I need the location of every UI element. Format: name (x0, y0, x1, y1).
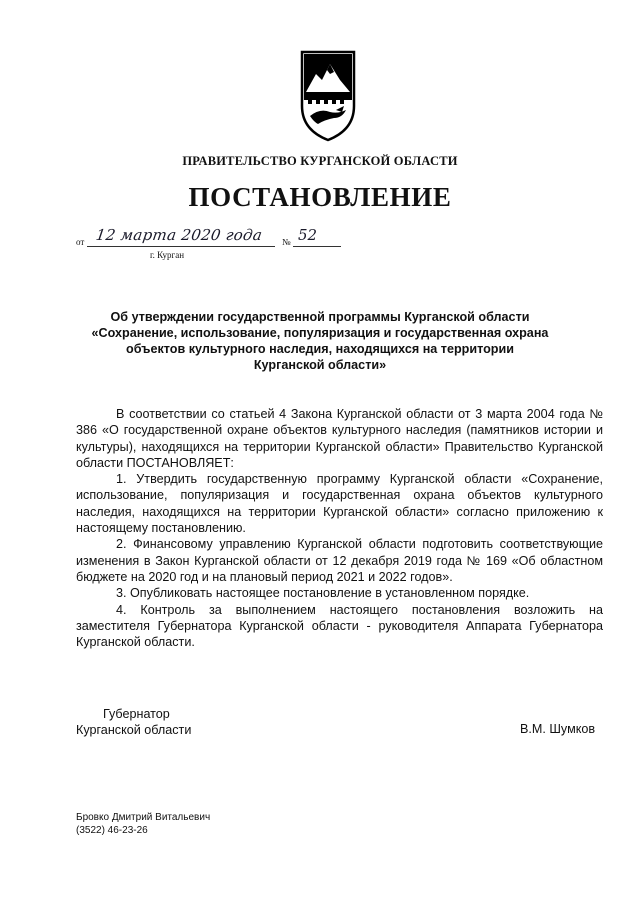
signatory-name: В.М. Шумков (520, 722, 596, 736)
signatory-title: Губернатор (103, 707, 170, 721)
date-underline (87, 246, 275, 247)
executor-phone: (3522) 46-23-26 (76, 825, 148, 836)
resolution-title (70, 309, 570, 373)
resolution-body (76, 406, 603, 650)
handwritten-date: 12 марта 2020 года (94, 226, 264, 244)
date-label: от (76, 237, 85, 247)
clause-1: 1. Утвердить государственную программу Курганской области «Сохранение, использование, популяризация и государственная охрана объектов культурного наследия, находящихся на территории Курганской области» согласно приложению к настоящему постановлению. (76, 472, 603, 536)
signatory-position (76, 706, 191, 739)
intro-paragraph: В соответствии со статьей 4 Закона Курганской области от 3 марта 2004 года № 386 «О государственной охране объектов культурного наследия (памятников истории и культуры), находящихся на территории Курганской области» Правительство Курганской области ПОСТАНОВЛЯЕТ: (76, 407, 603, 470)
executor-name: Бровко Дмитрий Витальевич (76, 812, 211, 823)
number-label: № (282, 237, 291, 247)
document-type-heading: ПОСТАНОВЛЕНИЕ (188, 182, 452, 212)
government-name: ПРАВИТЕЛЬСТВО КУРГАНСКОЙ ОБЛАСТИ (182, 154, 458, 168)
title-line: «Сохранение, использование, популяризация и государственная охрана (91, 326, 549, 340)
document-dateline (76, 228, 346, 264)
clause-3: 3. Опубликовать настоящее постановление в установленном порядке. (116, 586, 530, 601)
number-underline (293, 246, 341, 247)
kurgan-coat-of-arms-emblem (300, 50, 356, 142)
executor-info (76, 811, 210, 837)
handwritten-number: 52 (298, 226, 318, 244)
title-line: Об утверждении государственной программы Курганской области (110, 310, 530, 324)
city-label: г. Курган (150, 250, 185, 260)
signatory-region: Курганской области (76, 723, 192, 738)
clause-2: 2. Финансовому управлению Курганской области подготовить соответствующие изменения в Закон Курганской области от 12 декабря 2019 года № 169 «Об областном бюджете на 2020 год и на плановый период 2021 и 2022 годов». (76, 537, 603, 584)
clause-4: 4. Контроль за выполнением настоящего постановления возложить на заместителя Губернатора Курганской области - руководителя Аппарата Губернатора Курганской области. (76, 602, 603, 650)
title-line: объектов культурного наследия, находящихся на территории (126, 342, 514, 356)
title-line: Курганской области» (253, 358, 387, 372)
